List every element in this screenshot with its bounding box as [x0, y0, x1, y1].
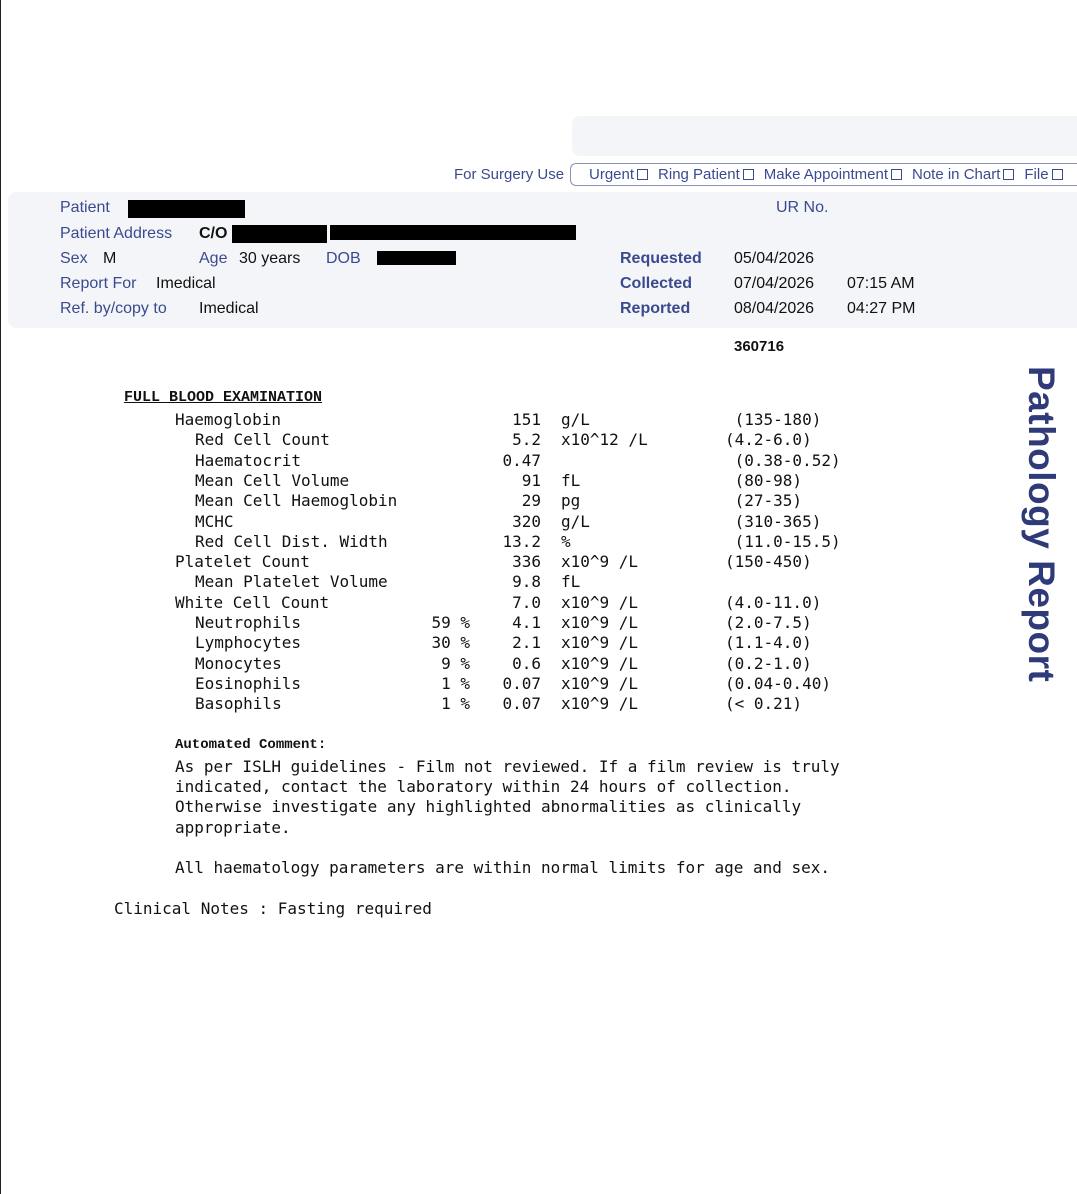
for-surgery-use-label: For Surgery Use: [454, 166, 565, 183]
test-result: 320: [512, 511, 541, 531]
patient-address-label: Patient Address: [60, 225, 173, 242]
test-result: 151: [512, 410, 541, 429]
requested-date: 05/04/2026: [734, 250, 815, 267]
report-title: Pathology Report: [1021, 366, 1062, 683]
test-reference-range: (< 0.21): [725, 694, 803, 714]
test-name: Mean Cell Volume: [195, 470, 350, 490]
surgery-options-box: [570, 163, 1077, 186]
redacted-address-part1: [232, 225, 327, 243]
table-row: [0, 491, 1000, 511]
checkbox-icon[interactable]: [1052, 169, 1063, 180]
test-unit: x10^9 /L: [561, 613, 639, 632]
test-unit: x10^9 /L: [561, 552, 639, 572]
option-note-in-chart-label: Note in Chart: [912, 166, 1001, 183]
test-reference-range: (11.0-15.5): [725, 531, 841, 551]
test-reference-range: (4.0-11.0): [725, 592, 822, 612]
test-result: 4.1: [512, 613, 541, 632]
option-file[interactable]: [1024, 166, 1062, 183]
test-reference-range: (0.38-0.52): [725, 450, 841, 470]
test-unit: g/L: [561, 511, 590, 531]
redacted-address-part2: [330, 225, 576, 240]
top-shaded-panel: [572, 116, 1077, 156]
automated-comment-title: Automated Comment:: [175, 737, 327, 753]
reported-date: 08/04/2026: [734, 300, 815, 317]
ur-number-label: UR No.: [776, 199, 829, 216]
test-reference-range: (150-450): [725, 552, 812, 572]
test-unit: x10^9 /L: [561, 673, 639, 693]
test-percent: 1 %: [441, 673, 470, 693]
test-result: 0.6: [512, 653, 541, 673]
sex-label: Sex: [60, 250, 88, 267]
test-result: 9.8: [512, 572, 541, 592]
option-ring-patient-label: Ring Patient: [658, 166, 740, 183]
test-name: Monocytes: [195, 653, 282, 673]
table-row: [0, 613, 1000, 633]
table-row: [0, 654, 1000, 674]
collected-label: Collected: [620, 275, 693, 292]
test-result: 29: [521, 491, 541, 511]
test-name: Haemoglobin: [175, 410, 281, 429]
table-row: [0, 552, 1000, 572]
test-result: 13.2: [502, 531, 541, 551]
test-result: 0.07: [502, 673, 541, 693]
test-unit: pg: [561, 491, 581, 511]
checkbox-icon[interactable]: [891, 169, 902, 180]
requested-label: Requested: [620, 250, 702, 267]
test-result: 2.1: [512, 633, 541, 653]
fbe-section-title: FULL BLOOD EXAMINATION: [124, 389, 323, 406]
test-percent: 59 %: [431, 613, 470, 632]
report-for-value: Imedical: [156, 275, 216, 292]
clinical-notes: Clinical Notes : Fasting required: [114, 899, 432, 918]
test-name: Haematocrit: [195, 450, 301, 470]
checkbox-icon[interactable]: [1003, 169, 1014, 180]
test-reference-range: (4.2-6.0): [725, 430, 812, 450]
option-file-label: File: [1024, 166, 1049, 183]
test-reference-range: (0.2-1.0): [725, 653, 812, 673]
age-value: 30 years: [239, 250, 301, 267]
test-percent: 30 %: [431, 633, 470, 653]
test-result: 0.47: [502, 450, 541, 470]
redacted-dob: [377, 251, 456, 265]
option-ring-patient[interactable]: [658, 166, 754, 183]
table-row: [0, 532, 1000, 552]
test-reference-range: (1.1-4.0): [725, 633, 812, 653]
checkbox-icon[interactable]: [743, 169, 754, 180]
test-reference-range: (310-365): [725, 511, 822, 531]
comment-line-4: appropriate.: [175, 818, 291, 837]
test-result: 7.0: [512, 592, 541, 612]
sex-value: M: [103, 250, 117, 267]
comment-line-3: Otherwise investigate any highlighted abnormalities as clinically: [175, 797, 802, 816]
report-for-label: Report For: [60, 275, 137, 292]
test-reference-range: (135-180): [725, 410, 822, 429]
test-reference-range: (27-35): [725, 491, 803, 511]
table-row: [0, 694, 1000, 714]
test-percent: 1 %: [441, 694, 470, 714]
dob-label: DOB: [326, 250, 361, 267]
comment-line-1: As per ISLH guidelines - Film not reviewed. If a film review is truly: [175, 757, 840, 776]
test-name: Red Cell Count: [195, 430, 330, 450]
test-name: Mean Cell Haemoglobin: [195, 491, 398, 511]
address-prefix: C/O: [199, 225, 228, 242]
test-percent: 9 %: [441, 653, 470, 673]
test-unit: g/L: [561, 410, 590, 429]
test-result: 91: [521, 470, 541, 490]
test-result: 5.2: [512, 430, 541, 450]
test-unit: %: [561, 531, 571, 551]
age-label: Age: [199, 250, 228, 267]
test-unit: x10^9 /L: [561, 633, 639, 653]
checkbox-icon[interactable]: [637, 169, 648, 180]
test-name: Lymphocytes: [195, 633, 301, 653]
comment-line-2: indicated, contact the laboratory within 24 hours of collection.: [175, 777, 792, 796]
table-row: [0, 674, 1000, 694]
option-make-appointment-label: Make Appointment: [763, 166, 888, 183]
test-reference-range: (80-98): [725, 470, 803, 490]
test-name: Platelet Count: [175, 552, 310, 572]
collected-time: 07:15 AM: [847, 275, 915, 292]
table-row: [0, 512, 1000, 532]
test-name: Red Cell Dist. Width: [195, 531, 388, 551]
table-row: [0, 593, 1000, 613]
redacted-patient-name: [128, 200, 245, 218]
table-row: [0, 471, 1000, 491]
reported-time: 04:27 PM: [847, 300, 916, 317]
test-result: 336: [512, 552, 541, 572]
test-unit: x10^9 /L: [561, 592, 639, 612]
table-row: [0, 430, 1000, 450]
table-row: [0, 633, 1000, 653]
comment-summary: All haematology parameters are within normal limits for age and sex.: [175, 858, 831, 877]
test-reference-range: (2.0-7.5): [725, 613, 812, 632]
ref-copy-to-label: Ref. by/copy to: [60, 300, 167, 317]
lab-number: 360716: [734, 338, 785, 355]
test-unit: fL: [561, 470, 581, 490]
table-row: [0, 410, 1000, 430]
test-unit: x10^12 /L: [561, 430, 648, 450]
table-row: [0, 572, 1000, 592]
test-unit: fL: [561, 572, 581, 592]
test-name: Neutrophils: [195, 613, 301, 632]
option-note-in-chart[interactable]: [912, 166, 1014, 183]
test-unit: x10^9 /L: [561, 653, 639, 673]
test-result: 0.07: [502, 694, 541, 714]
reported-label: Reported: [620, 300, 691, 317]
table-row: [0, 451, 1000, 471]
vertical-report-title: [1020, 366, 1077, 692]
collected-date: 07/04/2026: [734, 275, 815, 292]
patient-label: Patient: [60, 199, 110, 216]
test-unit: x10^9 /L: [561, 694, 639, 714]
option-urgent[interactable]: [589, 166, 648, 183]
test-name: MCHC: [195, 511, 234, 531]
option-make-appointment[interactable]: [764, 166, 902, 183]
test-reference-range: (0.04-0.40): [725, 673, 831, 693]
ref-copy-to-value: Imedical: [199, 300, 259, 317]
test-name: Eosinophils: [195, 673, 301, 693]
test-name: White Cell Count: [175, 592, 330, 612]
option-urgent-label: Urgent: [589, 166, 635, 183]
test-name: Basophils: [195, 694, 282, 714]
test-name: Mean Platelet Volume: [195, 572, 388, 592]
